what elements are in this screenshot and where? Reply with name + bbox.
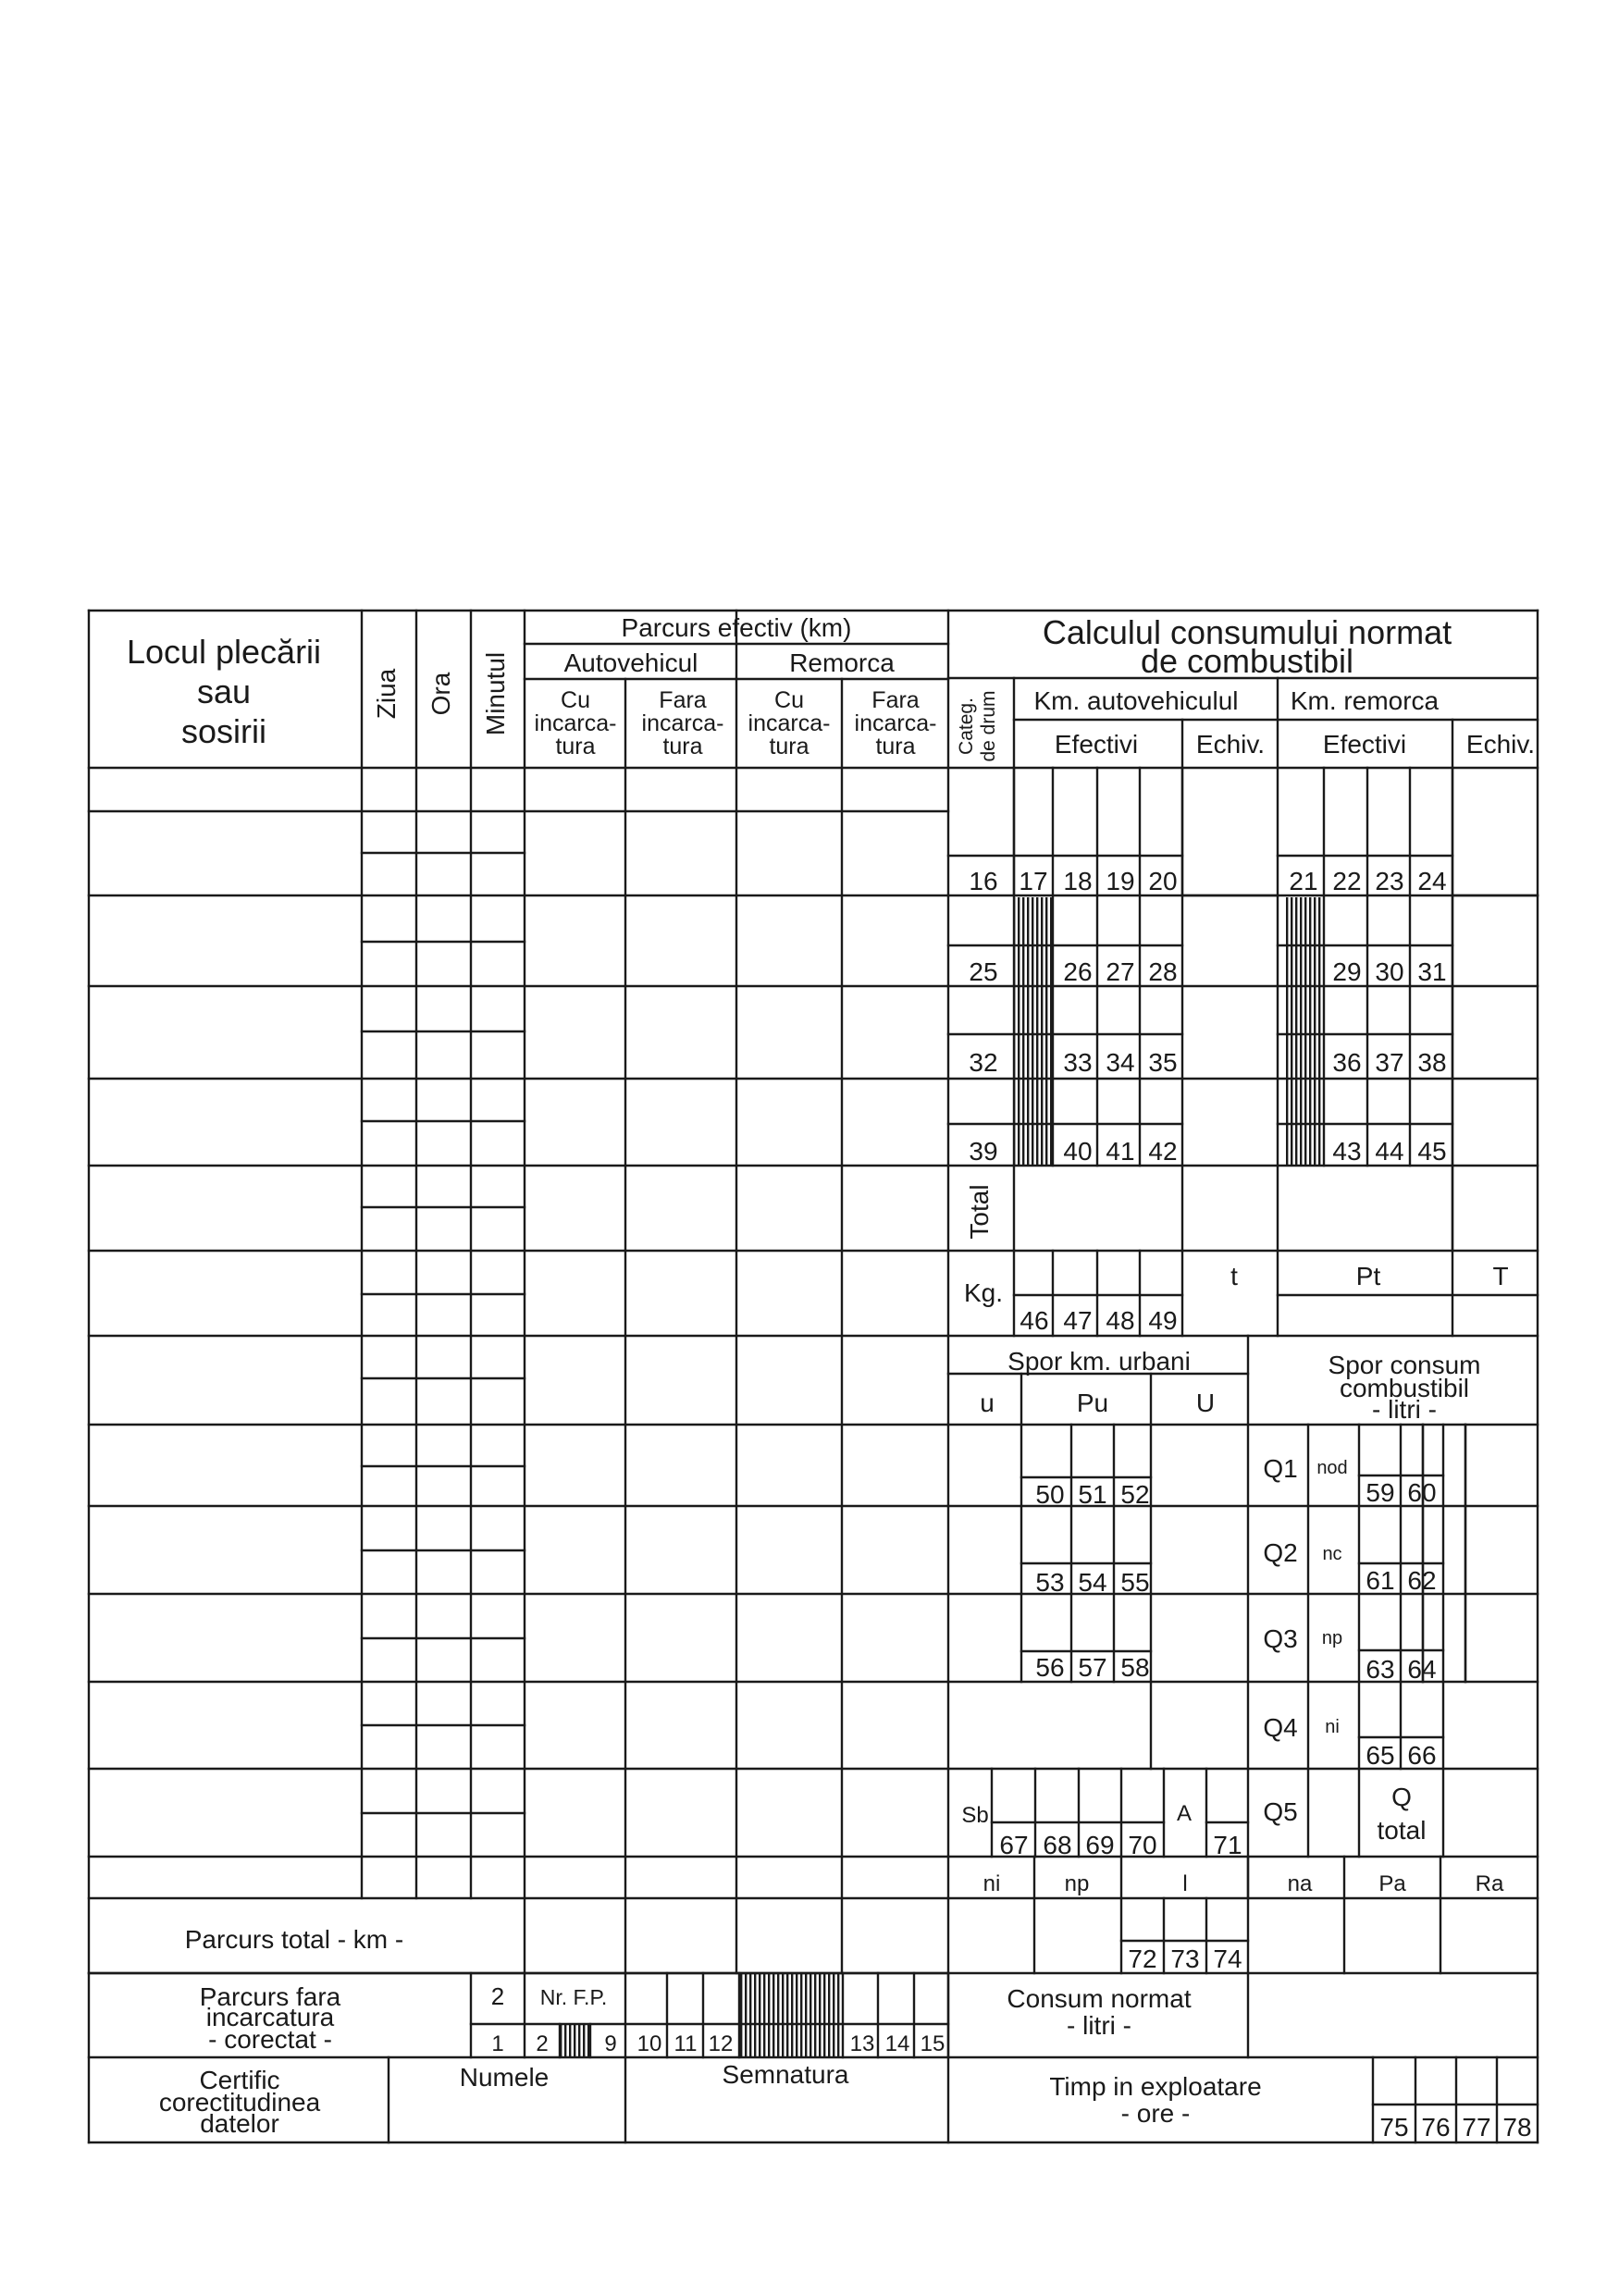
numele-label: Numele xyxy=(459,2063,550,2092)
code-64: 64 xyxy=(1407,1655,1437,1684)
code-31: 31 xyxy=(1417,957,1447,986)
fp-code-10: 10 xyxy=(636,2031,662,2056)
fara-incarcatura-2-l3: tura xyxy=(875,734,916,759)
locul-line-3: sosirii xyxy=(180,712,267,750)
code-50: 50 xyxy=(1035,1480,1065,1509)
ni-small-label: ni xyxy=(1325,1717,1340,1737)
code-55: 55 xyxy=(1120,1568,1150,1597)
code-32: 32 xyxy=(969,1048,998,1077)
fp-code-13: 13 xyxy=(849,2031,875,2056)
code-54: 54 xyxy=(1078,1568,1107,1597)
sb-label: Sb xyxy=(961,1803,989,1828)
code-36: 36 xyxy=(1332,1048,1362,1077)
q-total-l2: total xyxy=(1377,1816,1427,1845)
code-51: 51 xyxy=(1078,1480,1107,1509)
parcurs-total-label: Parcurs total - km - xyxy=(184,1925,404,1954)
code-26: 26 xyxy=(1063,957,1093,986)
code-56: 56 xyxy=(1035,1653,1065,1682)
l-label: l xyxy=(1182,1871,1188,1896)
timp-l2: - ore - xyxy=(1120,2099,1191,2128)
code-68: 68 xyxy=(1043,1831,1072,1859)
certific-l2: corectitudinea xyxy=(158,2088,321,2117)
code-22: 22 xyxy=(1332,867,1362,895)
form-grid-lines xyxy=(89,611,1538,2142)
code-33: 33 xyxy=(1063,1048,1093,1077)
code-19: 19 xyxy=(1106,867,1135,895)
fara-incarcatura-1-l2: incarca- xyxy=(641,710,724,736)
header xyxy=(127,613,1535,762)
code-45: 45 xyxy=(1417,1137,1447,1166)
code-62: 62 xyxy=(1407,1566,1437,1595)
code-24: 24 xyxy=(1417,867,1447,895)
calcul-title-l2: de combustibil xyxy=(1140,642,1354,680)
timp-l1: Timp in exploatare xyxy=(1049,2072,1262,2101)
certific-l1: Certific xyxy=(199,2066,280,2094)
q1-label: Q1 xyxy=(1263,1454,1298,1483)
na-label: na xyxy=(1287,1871,1313,1896)
q-total-l1: Q xyxy=(1391,1783,1412,1811)
hatched-cells xyxy=(560,897,1324,2057)
code-65: 65 xyxy=(1366,1741,1395,1770)
locul-line-1: Locul plecării xyxy=(126,633,322,671)
code-40: 40 xyxy=(1063,1137,1093,1166)
parcurs-efectiv-label: Parcurs efectiv (km) xyxy=(621,613,852,642)
code-73: 73 xyxy=(1170,1944,1200,1973)
code-16: 16 xyxy=(969,867,998,895)
ni-label: ni xyxy=(983,1871,1001,1896)
ora-label: Ora xyxy=(426,672,455,716)
code-30: 30 xyxy=(1375,957,1404,986)
q2-label: Q2 xyxy=(1263,1538,1298,1567)
cu-incarcatura-1-l2: incarca- xyxy=(534,710,617,736)
cu-incarcatura-1-l3: tura xyxy=(555,734,596,759)
code-28: 28 xyxy=(1148,957,1178,986)
t-small-label: t xyxy=(1230,1262,1238,1290)
ra-label: Ra xyxy=(1475,1871,1504,1896)
fp-code-11: 11 xyxy=(674,2031,698,2056)
legend-row xyxy=(983,1871,1504,1896)
np-label: np xyxy=(1064,1871,1090,1896)
code-69: 69 xyxy=(1085,1831,1115,1859)
code-18: 18 xyxy=(1063,867,1093,895)
fara-incarcatura-2-l1: Fara xyxy=(871,687,920,713)
remorca-label: Remorca xyxy=(789,648,895,677)
cu-incarcatura-1-l1: Cu xyxy=(561,687,590,713)
t-big-label: T xyxy=(1492,1262,1509,1290)
locul-line-2: sau xyxy=(196,673,252,710)
code-29: 29 xyxy=(1332,957,1362,986)
code-49: 49 xyxy=(1148,1306,1178,1335)
code-37: 37 xyxy=(1375,1048,1404,1077)
code-42: 42 xyxy=(1148,1137,1178,1166)
code-57: 57 xyxy=(1078,1653,1107,1682)
code-21: 21 xyxy=(1289,867,1318,895)
total-label: Total xyxy=(965,1184,994,1240)
code-71: 71 xyxy=(1213,1831,1242,1859)
code-59: 59 xyxy=(1366,1478,1395,1507)
spor-consum-l1: Spor consum xyxy=(1328,1351,1481,1379)
fp-code-9: 9 xyxy=(604,2031,617,2056)
q5-label: Q5 xyxy=(1263,1797,1298,1826)
nod-label: nod xyxy=(1316,1458,1348,1478)
code-74: 74 xyxy=(1213,1944,1242,1973)
code-52: 52 xyxy=(1120,1480,1150,1509)
a-label: A xyxy=(1176,1801,1193,1826)
spor-consum-l3: - litri - xyxy=(1372,1395,1437,1424)
fp-top-2: 2 xyxy=(490,1982,505,2010)
km-remorca-label: Km. remorca xyxy=(1290,686,1440,715)
ziua-label: Ziua xyxy=(372,668,401,720)
code-46: 46 xyxy=(1020,1306,1049,1335)
u-label: u xyxy=(980,1389,995,1417)
parcurs-fara-l3: - corectat - xyxy=(208,2025,332,2054)
code-60: 60 xyxy=(1407,1478,1437,1507)
code-78: 78 xyxy=(1502,2113,1532,2142)
code-58: 58 xyxy=(1120,1653,1150,1682)
code-17: 17 xyxy=(1019,867,1048,895)
categ-drum-l1: Categ. xyxy=(956,697,977,755)
nc-label: nc xyxy=(1322,1544,1342,1564)
code-20: 20 xyxy=(1148,867,1178,895)
code-61: 61 xyxy=(1366,1566,1395,1595)
code-72: 72 xyxy=(1128,1944,1157,1973)
kg-label: Kg. xyxy=(963,1278,1004,1307)
fp-code-2: 2 xyxy=(536,2031,549,2056)
pt-label: Pt xyxy=(1355,1262,1381,1290)
code-70: 70 xyxy=(1128,1831,1157,1859)
autovehicul-label: Autovehicul xyxy=(563,648,698,677)
echiv-auto-label: Echiv. xyxy=(1195,730,1266,759)
total-kg-section xyxy=(964,1184,1509,1335)
semnatura-label: Semnatura xyxy=(722,2060,849,2089)
code-47: 47 xyxy=(1063,1306,1093,1335)
echiv-rem-label: Echiv. xyxy=(1465,730,1536,759)
code-67: 67 xyxy=(999,1831,1029,1859)
code-48: 48 xyxy=(1106,1306,1135,1335)
fp-code-12: 12 xyxy=(708,2031,734,2056)
consum-normat-l1: Consum normat xyxy=(1007,1984,1192,2013)
cu-incarcatura-2-l3: tura xyxy=(769,734,810,759)
efectivi-rem-label: Efectivi xyxy=(1322,730,1407,759)
minutul-label: Minutul xyxy=(481,651,510,736)
consum-normat-l2: - litri - xyxy=(1067,2011,1131,2040)
code-53: 53 xyxy=(1035,1568,1065,1597)
code-44: 44 xyxy=(1375,1137,1404,1166)
code-39: 39 xyxy=(969,1137,998,1166)
hatch-remorca-21 xyxy=(1284,897,1324,1166)
code-35: 35 xyxy=(1148,1048,1178,1077)
code-38: 38 xyxy=(1417,1048,1447,1077)
code-43: 43 xyxy=(1332,1137,1362,1166)
efectivi-auto-label: Efectivi xyxy=(1054,730,1139,759)
u-big-label: U xyxy=(1195,1389,1216,1417)
code-27: 27 xyxy=(1106,957,1135,986)
certific-l3: datelor xyxy=(200,2109,279,2138)
code-76: 76 xyxy=(1421,2113,1451,2142)
parcurs-fara-l2: incarcatura xyxy=(205,2003,335,2031)
fp-code-15: 15 xyxy=(920,2031,945,2056)
bottom-section xyxy=(159,1925,1532,2142)
code-66: 66 xyxy=(1407,1741,1437,1770)
code-25: 25 xyxy=(969,957,998,986)
q4-label: Q4 xyxy=(1263,1713,1298,1742)
spor-km-label: Spor km. urbani xyxy=(1007,1347,1191,1376)
hatch-fp-signature xyxy=(739,1974,843,2057)
spor-consum-l2: combustibil xyxy=(1339,1374,1470,1402)
fara-incarcatura-1-l1: Fara xyxy=(659,687,707,713)
hatch-fp-9 xyxy=(560,2024,590,2057)
code-41: 41 xyxy=(1106,1137,1135,1166)
km-autovehicul-label: Km. autovehiculul xyxy=(1033,686,1239,715)
code-63: 63 xyxy=(1366,1655,1395,1684)
cu-incarcatura-2-l1: Cu xyxy=(774,687,804,713)
code-75: 75 xyxy=(1379,2113,1409,2142)
pa-label: Pa xyxy=(1378,1871,1406,1896)
cu-incarcatura-2-l2: incarca- xyxy=(748,710,831,736)
code-34: 34 xyxy=(1106,1048,1135,1077)
code-77: 77 xyxy=(1462,2113,1491,2142)
calcul-title-l1: Calculul consumului normat xyxy=(1042,613,1452,651)
np-small-label: np xyxy=(1321,1628,1343,1648)
pu-label: Pu xyxy=(1076,1389,1109,1417)
hatch-autovehicul-17 xyxy=(1014,897,1053,1166)
code-23: 23 xyxy=(1375,867,1404,895)
parcurs-fara-l1: Parcurs fara xyxy=(199,1982,341,2011)
categ-drum-l2: de drum xyxy=(978,690,999,762)
fp-code-1: 1 xyxy=(491,2031,504,2056)
q3-label: Q3 xyxy=(1263,1624,1298,1653)
fara-incarcatura-2-l2: incarca- xyxy=(854,710,937,736)
fara-incarcatura-1-l3: tura xyxy=(662,734,703,759)
fp-code-14: 14 xyxy=(884,2031,910,2056)
nr-fp-label: Nr. F.P. xyxy=(539,1985,608,2009)
